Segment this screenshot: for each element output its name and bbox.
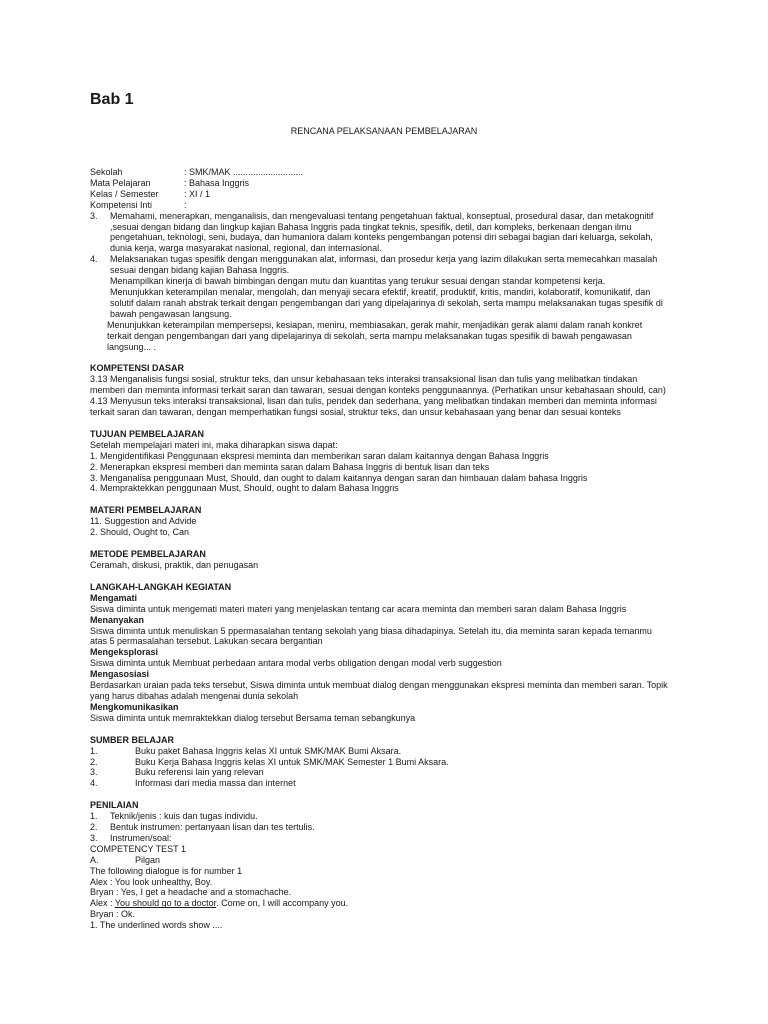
list-item <box>90 211 668 255</box>
section-heading: LANGKAH-LANGKAH KEGIATAN <box>90 581 232 592</box>
section-heading: KOMPETENSI DASAR <box>90 363 185 374</box>
list-text: Buku paket Bahasa Inggris kelas XI untuk SMK/MAK Bumi Aksara. <box>135 745 402 756</box>
section-heading: PENILAIAN <box>90 800 139 811</box>
identity-row <box>90 178 668 189</box>
list-number: 2. <box>90 756 98 767</box>
list-number: 1. <box>90 745 98 756</box>
materi-section <box>90 505 668 538</box>
dialogue-line: Bryan : Ok. <box>90 909 136 920</box>
list-text: Memahami, menerapkan, menganalisis, dan mengevaluasi tentang pengetahuan faktual, konseptual, prosedural dasar, dan metakognitif ,sesuai dengan bidang dan lingkup kajian Bahasa Inggris pada tingkat teknis, spesifik, detil, dan kompleks, berkenaan dengan ilmu pengetahuan, teknologi, seni, budaya, dan humaniora dalam konteks pengembangan potensi diri sebagai bagian dari keluarga, sekolah, dunia kerja, warga masyarakat nasional, regional, dan internasional. <box>110 210 654 254</box>
dialogue-intro: The following dialogue is for number 1 <box>90 865 243 876</box>
kompetensi-dasar-section <box>90 363 668 418</box>
identity-block <box>90 167 668 211</box>
step-title: Mengeksplorasi <box>90 647 159 658</box>
section-heading: SUMBER BELAJAR <box>90 734 175 745</box>
list-item: 3. Menganalisa penggunaan Must, Should, dan ought to dalam kaitannya dengan saran dan himbauan dalam bahasa Inggris <box>90 472 588 483</box>
step-text: Siswa diminta untuk Membuat perbedaan antara modal verbs obligation dengan modal verb suggestion <box>90 658 502 669</box>
list-text: Melaksanakan tugas spesifik dengan menggunakan alat, informasi, dan prosedur kerja yang lazim dilakukan serta memecahkan masalah sesuai dengan bidang kajian Bahasa Inggris. <box>110 254 658 276</box>
list-number: 1. <box>90 811 98 822</box>
identity-row <box>90 189 668 200</box>
list-number: 3. <box>90 210 98 221</box>
section-heading: MATERI PEMBELAJARAN <box>90 505 202 516</box>
identity-label: Mata Pelajaran <box>90 177 151 188</box>
penilaian-list <box>90 811 668 844</box>
ki-subpoint: Menampilkan kinerja di bawah bimbingan dengan mutu dan kuantitas yang terukur sesuai dengan standar kompetensi kerja. <box>110 276 606 287</box>
section-heading: METODE PEMBELAJARAN <box>90 549 206 560</box>
document-body <box>90 167 668 931</box>
metode-section <box>90 549 668 571</box>
step-text: Siswa diminta untuk menuliskan 5 ppermasalahan tentang sekolah yang biasa dihadapinya. Setelah itu, dia meminta saran kepada temanmu atas 5 permasalahan tersebut. Lakukan secara bergantian <box>90 625 652 647</box>
document-title: RENCANA PELAKSANAAN PEMBELAJARAN <box>290 126 478 136</box>
step-title: Mengkomunikasikan <box>90 701 179 712</box>
list-item <box>90 757 668 768</box>
list-text: Informasi dari media massa dan internet <box>135 778 296 789</box>
dialogue-speaker: Alex : <box>90 898 115 909</box>
list-number: 3. <box>90 832 98 843</box>
list-number: 4. <box>90 778 98 789</box>
list-text: Instrumen/soal: <box>110 832 172 843</box>
penilaian-section <box>90 800 668 931</box>
list-item <box>90 254 668 276</box>
kd-paragraph: 3.13 Menganalisis fungsi sosial, struktur teks, dan unsur kebahasaan teks interaksi transaksional lisan dan tulis yang melibatkan tindakan memberi dan meminta informasi terkait saran dan tawaran, sesuai dengan konteks penggunaannya. (Perhatikan unsur kebahasaan should, can) <box>90 374 666 396</box>
list-item <box>90 746 668 757</box>
identity-value: : <box>184 199 187 210</box>
list-text: Teknik/jenis : kuis dan tugas individu. <box>110 811 258 822</box>
question-text: 1. The underlined words show .... <box>90 920 223 931</box>
dialogue-line: Bryan : Yes, I get a headache and a stomachache. <box>90 887 292 898</box>
list-item <box>90 778 668 789</box>
identity-value: : Bahasa Inggris <box>184 177 250 188</box>
metode-text: Ceramah, diskusi, praktik, dan penugasan <box>90 560 259 570</box>
option-row <box>90 855 668 866</box>
option-text: Pilgan <box>135 854 161 865</box>
list-item <box>90 811 668 822</box>
ki-subpoint: Menunjukkan keterampilan mempersepsi, kesiapan, meniru, membiasakan, gerak mahir, menjadikan gerak alami dalam ranah konkret terkait dengan pengembangan dari yang dipelajarinya di sekolah, serta mampu melaksanakan tugas spesifik di bawah pengawasan langsung... . <box>107 319 643 352</box>
ki-subpoint: Menunjukkan keterampilan menalar, mengolah, dan menyaji secara efektif, kreatif, produktif, kritis, mandiri, kolaboratif, komunikatif, dan solutif dalam ranah abstrak terkait dengan pengembangan dari yang dipelajarinya di sekolah, serta mampu melaksanakan tugas spesifik di bawah pengawasan langsung. <box>110 286 663 319</box>
list-number: 4. <box>90 254 98 265</box>
step-title: Mengamati <box>90 592 138 603</box>
step-text: Siswa diminta untuk memraktekkan dialog tersebut Bersama teman sebangkunya <box>90 712 416 723</box>
step-title: Menanyakan <box>90 614 145 625</box>
tujuan-intro: Setelah mempelajari materi ini, maka diharapkan siswa dapat: <box>90 439 338 450</box>
list-item: 11. Suggestion and Advide <box>90 516 197 527</box>
list-text: Bentuk instrumen: pertanyaan lisan dan tes tertulis. <box>110 822 315 833</box>
option-letter: A. <box>90 854 99 865</box>
list-text: Buku referensi lain yang relevan <box>135 767 264 778</box>
list-item <box>90 767 668 778</box>
list-number: 2. <box>90 822 98 833</box>
step-text: Berdasarkan uraian pada teks tersebut, Siswa diminta untuk membuat dialog dengan menggunakan ekspresi meminta dan memberi saran. Topik yang harus dibahas adalah mengenai dunia sekolah <box>90 680 668 701</box>
list-item: 1. Mengidentifikasi Penggunaan ekspresi meminta dan memberikan saran dalam kaitannya dengan Bahasa Inggris <box>90 450 549 461</box>
list-item <box>90 833 668 844</box>
section-heading: TUJUAN PEMBELAJARAN <box>90 428 205 439</box>
identity-label: Kelas / Semester <box>90 188 159 199</box>
tujuan-section <box>90 429 668 494</box>
sumber-section <box>90 735 668 790</box>
test-title: COMPETENCY TEST 1 <box>90 843 187 854</box>
underlined-words: You should go to a doctor <box>114 898 217 909</box>
identity-row <box>90 200 668 211</box>
identity-value: : XI / 1 <box>184 188 211 199</box>
list-item: 2. Menerapkan ekspresi memberi dan meminta saran dalam Bahasa Inggris di bentuk lisan dan teks <box>90 461 490 472</box>
list-item: 2. Should, Ought to, Can <box>90 527 190 538</box>
list-number: 3. <box>90 767 98 778</box>
step-text: Siswa diminta untuk mengemati materi materi yang menjelaskan tentang car acara meminta dan memberi saran dalam Bahasa Inggris <box>90 603 627 614</box>
dialogue-line: Alex : You look unhealthy, Boy. <box>90 876 213 887</box>
dialogue-line <box>90 898 668 909</box>
list-item <box>90 822 668 833</box>
chapter-heading: Bab 1 <box>90 91 134 108</box>
list-item: 4. Mempraktekkan penggunaan Must, Should, ought to dalam Bahasa Inggris <box>90 483 399 494</box>
step-title: Mengasosiasi <box>90 669 150 680</box>
dialogue-rest: . Come on, I will accompany you. <box>216 898 349 909</box>
identity-value: : SMK/MAK ............................ <box>184 167 304 177</box>
kompetensi-inti-list <box>90 211 668 353</box>
identity-label: Sekolah <box>90 167 123 177</box>
langkah-section <box>90 582 668 724</box>
identity-label: Kompetensi Inti <box>90 199 153 210</box>
kd-paragraph: 4.13 Menyusun teks interaksi transaksional, lisan dan tulis, pendek dan sederhana, yang melibatkan tindakan memberi dan meminta informasi terkait saran dan tawaran, dengan memperhatikan fungsi sosial, struktur teks, dan unsur kebahasaan yang benar dan sesuai konteks <box>90 396 657 418</box>
identity-row <box>90 167 668 178</box>
list-text: Buku Kerja Bahasa Inggris kelas XI untuk SMK/MAK Semester 1 Bumi Aksara. <box>135 756 449 767</box>
